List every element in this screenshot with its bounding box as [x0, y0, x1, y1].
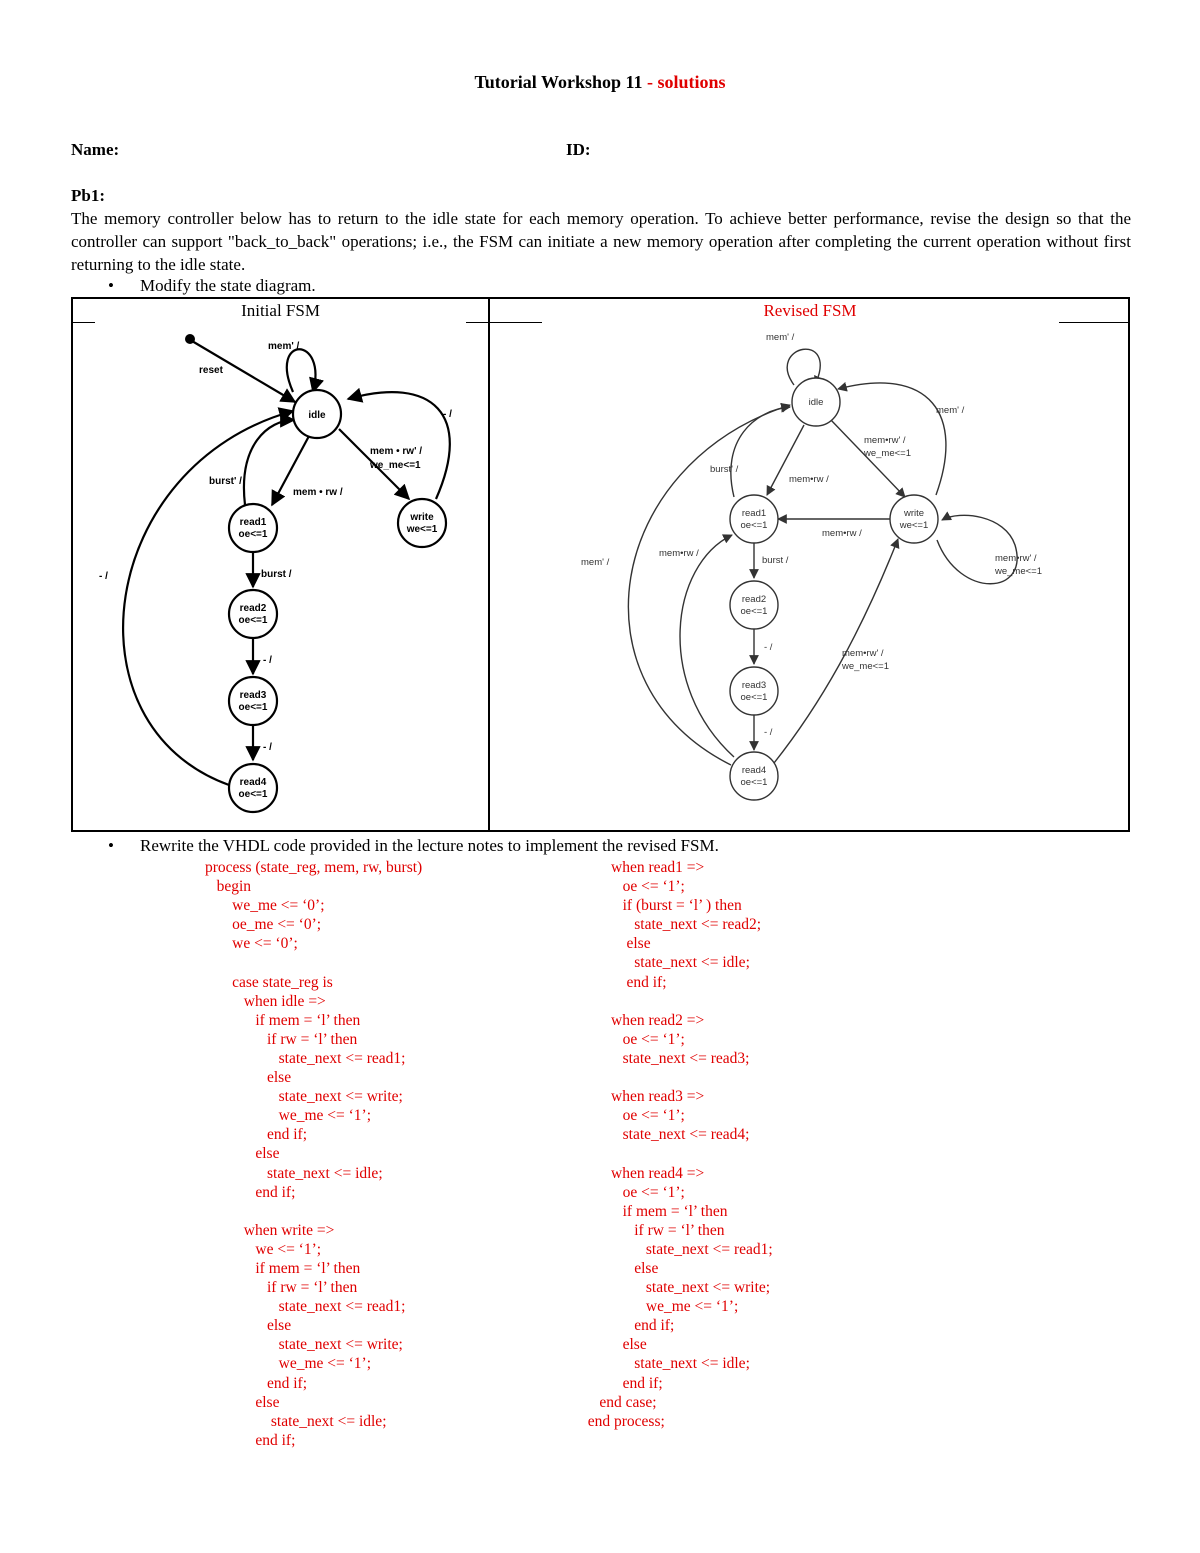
rev-read2-out: oe<=1	[740, 606, 768, 617]
code-line: oe <= ‘1’;	[580, 1183, 685, 1201]
initial-write-out: we<=1	[406, 524, 438, 535]
code-line: begin	[205, 878, 252, 896]
code-line: state_next <= read3;	[580, 1049, 750, 1067]
title-separator: -	[642, 72, 658, 92]
rev-read3-name: read3	[741, 680, 767, 691]
rev-label-mem-not-top: mem' /	[766, 332, 795, 343]
code-line	[205, 1202, 422, 1221]
code-line: end if;	[580, 1317, 675, 1335]
label-dash-left: - /	[99, 571, 108, 582]
code-line: when idle =>	[205, 992, 326, 1010]
header-rule	[490, 322, 542, 323]
code-line: when read3 =>	[580, 1088, 705, 1106]
code-line: state_next <= idle;	[580, 1355, 750, 1373]
rev-state-read1	[730, 495, 778, 543]
name-label: Name:	[71, 140, 120, 159]
code-line: state_next <= write;	[205, 1088, 403, 1106]
col-header-initial: Initial FSM	[241, 301, 320, 320]
rev-arrow-read1-idle	[731, 407, 790, 497]
bullet-dot-2: •	[108, 836, 114, 855]
rev-write-name: write	[903, 508, 925, 519]
rev-label-burst: burst /	[762, 555, 789, 566]
bullet-modify-diagram: Modify the state diagram.	[140, 276, 316, 295]
id-label: ID:	[566, 140, 591, 159]
bullet-dot-1: •	[108, 276, 114, 295]
rev-read1-name: read1	[741, 508, 767, 519]
code-line: we_me <= ‘1’;	[580, 1298, 739, 1316]
rev-idle-name: idle	[808, 397, 824, 408]
code-line: if rw = ‘l’ then	[205, 1279, 358, 1297]
rev-label-mem-not-left: mem' /	[581, 557, 610, 568]
code-line: we_me <= ‘1’;	[205, 1107, 371, 1125]
title-main: Tutorial Workshop 11	[474, 72, 643, 92]
code-line: state_next <= read1;	[205, 1049, 406, 1067]
col-header-revised: Revised FSM	[763, 301, 857, 320]
header-rule	[466, 322, 488, 323]
code-line: end if;	[580, 1374, 663, 1392]
initial-read4-name: read4	[239, 777, 267, 788]
code-line: else	[205, 1145, 280, 1163]
code-line: state_next <= idle;	[580, 954, 750, 972]
state-write	[398, 499, 446, 547]
rev-label-burst-not: burst' /	[710, 464, 739, 475]
rev-read2-name: read2	[741, 594, 767, 605]
label-burst: burst /	[261, 569, 292, 580]
rev-label-mem-rw-not: mem•rw' /	[864, 435, 906, 446]
code-line: state_next <= read4;	[580, 1126, 750, 1144]
state-read4	[229, 764, 277, 812]
state-read1	[229, 504, 277, 552]
header-rule	[73, 322, 95, 323]
rev-label-mem-rw-mid: mem•rw /	[822, 528, 862, 539]
code-line: if mem = ‘l’ then	[580, 1202, 728, 1220]
rev-arrow-read4-read1	[680, 535, 734, 757]
rev-read1-out: oe<=1	[740, 520, 768, 531]
code-line: end if;	[205, 1183, 296, 1201]
code-line: when read1 =>	[580, 859, 705, 876]
rev-state-read2	[730, 581, 778, 629]
code-line	[580, 992, 773, 1011]
code-line: if rw = ‘l’ then	[205, 1030, 358, 1048]
code-line: state_next <= read1;	[580, 1240, 773, 1258]
label-we-me: we_me<=1	[370, 460, 421, 471]
code-line: oe <= ‘1’;	[580, 1107, 685, 1125]
code-line: oe_me <= ‘0’;	[205, 916, 322, 934]
initial-read3-name: read3	[239, 690, 267, 701]
code-line: end if;	[580, 973, 667, 991]
initial-read4-out: oe<=1	[238, 789, 268, 800]
label-dash-r23: - /	[263, 655, 272, 666]
rev-state-write	[890, 495, 938, 543]
code-line: case state_reg is	[205, 973, 333, 991]
code-line: else	[580, 935, 651, 953]
rev-read4-name: read4	[741, 765, 767, 776]
label-mem-rw-not: mem • rw' /	[370, 446, 423, 457]
code-line: when read4 =>	[580, 1164, 705, 1182]
rev-label-mem-rw-self: mem•rw' /	[995, 553, 1037, 564]
initial-idle-name: idle	[308, 410, 326, 421]
problem-text: The memory controller below has to return to the idle state for each memory operation. To achieve better performance, revise the design so that the controller can support "back_to_back" operations; i.e., the FSM can initiate a new memory operation after completing the current operation without first returning to the idle state.	[71, 209, 1131, 274]
rev-state-read3	[730, 667, 778, 715]
initial-read2-out: oe<=1	[238, 615, 268, 626]
code-line: state_next <= write;	[205, 1336, 403, 1354]
code-line: process (state_reg, mem, rw, burst)	[205, 859, 423, 876]
code-line: if rw = ‘l’ then	[580, 1221, 725, 1239]
arrow-read1-idle	[244, 420, 294, 505]
rev-label-mem-rw: mem•rw /	[789, 474, 829, 485]
rev-label-dash-r23: - /	[764, 642, 773, 653]
code-line: state_next <= idle;	[205, 1164, 383, 1182]
rev-label-mem-rw-left: mem•rw /	[659, 548, 699, 559]
label-mem-not: mem' /	[268, 341, 300, 352]
code-line: end if;	[205, 1431, 296, 1449]
revised-fsm-diagram	[490, 325, 1128, 830]
initial-read3-out: oe<=1	[238, 702, 268, 713]
code-line: else	[580, 1259, 659, 1277]
code-line: we <= ‘0’;	[205, 935, 298, 953]
code-line: oe <= ‘1’;	[580, 1030, 685, 1048]
label-burst-not: burst' /	[209, 476, 242, 487]
page-title	[0, 72, 1200, 93]
state-read3	[229, 677, 277, 725]
fsm-table	[71, 297, 1130, 832]
code-line: else	[580, 1336, 647, 1354]
reset-dot	[185, 334, 195, 344]
header-rule	[1059, 322, 1128, 323]
initial-fsm-diagram	[73, 325, 487, 830]
code-line: end case;	[580, 1393, 657, 1411]
code-line: else	[205, 1317, 292, 1335]
code-line: if (burst = ‘l’ ) then	[580, 897, 742, 915]
code-line: oe <= ‘1’;	[580, 878, 685, 896]
vhdl-code-left	[205, 858, 422, 1450]
rev-label-we-me-r4: we_me<=1	[842, 661, 890, 672]
code-line: state_next <= read2;	[580, 916, 762, 934]
label-mem-rw: mem • rw /	[293, 487, 343, 498]
code-line: end process;	[580, 1412, 665, 1430]
code-line	[580, 1144, 773, 1163]
code-line: when write =>	[205, 1221, 335, 1239]
label-dash-r34: - /	[263, 742, 272, 753]
code-line: else	[205, 1393, 280, 1411]
code-line: end if;	[205, 1126, 308, 1144]
code-line: else	[205, 1069, 292, 1087]
code-line: state_next <= write;	[580, 1279, 771, 1297]
initial-read1-out: oe<=1	[238, 529, 268, 540]
code-line: if mem = ‘l’ then	[205, 1259, 361, 1277]
state-read2	[229, 590, 277, 638]
rev-label-mem-not-right: mem' /	[936, 405, 965, 416]
code-line: we <= ‘1’;	[205, 1240, 322, 1258]
code-line: if mem = ‘l’ then	[205, 1011, 361, 1029]
vhdl-code-right	[580, 858, 773, 1431]
rev-label-we-me-self: we_me<=1	[995, 566, 1043, 577]
code-line	[205, 953, 422, 972]
initial-write-name: write	[410, 512, 434, 523]
code-line: state_next <= read1;	[205, 1298, 406, 1316]
rev-write-out: we<=1	[899, 520, 929, 531]
code-line: state_next <= idle;	[205, 1412, 387, 1430]
initial-read2-name: read2	[239, 603, 267, 614]
problem-label: Pb1:	[71, 186, 105, 205]
code-line	[580, 1068, 773, 1087]
rev-read4-out: oe<=1	[740, 777, 768, 788]
rev-label-we-me: we_me<=1	[864, 448, 912, 459]
label-dash-right: - /	[443, 409, 452, 420]
idle-self-loop	[287, 349, 316, 392]
initial-read1-name: read1	[239, 517, 267, 528]
bullet-rewrite-vhdl: Rewrite the VHDL code provided in the lecture notes to implement the revised FSM.	[140, 836, 719, 855]
rev-label-dash-r34: - /	[764, 727, 773, 738]
rev-label-mem-rw-not-r4: mem•rw' /	[842, 648, 884, 659]
rev-state-read4	[730, 752, 778, 800]
code-line: when read2 =>	[580, 1011, 705, 1029]
code-line: end if;	[205, 1374, 308, 1392]
title-accent: solutions	[657, 72, 726, 92]
rev-read3-out: oe<=1	[740, 692, 768, 703]
code-line: we_me <= ‘0’;	[205, 897, 325, 915]
label-reset: reset	[199, 365, 223, 376]
code-line: we_me <= ‘1’;	[205, 1355, 371, 1373]
